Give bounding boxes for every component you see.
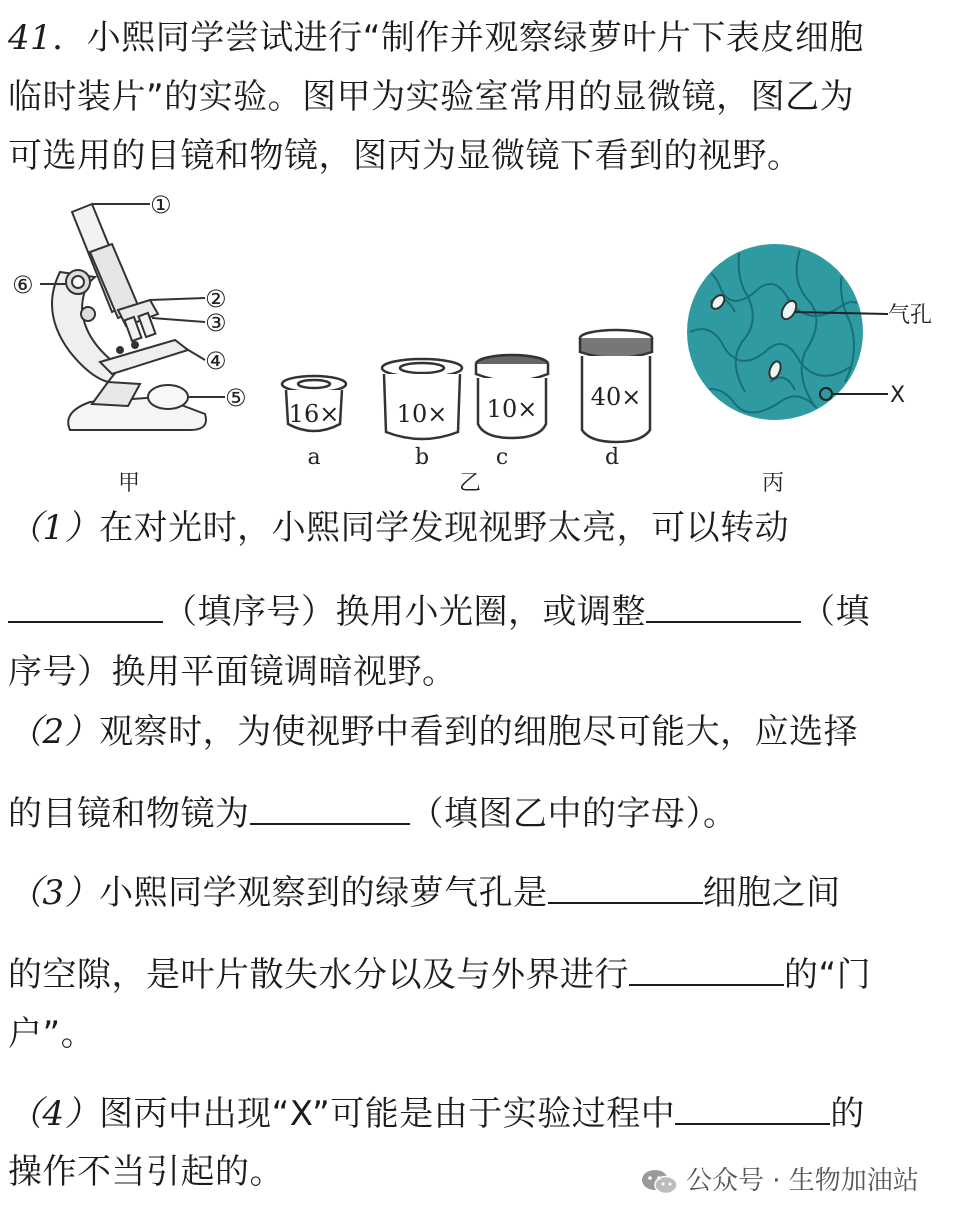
part-3-line-2: 的空隙，是叶片散失水分以及与外界进行 的“门 bbox=[8, 955, 872, 995]
field-of-view-figure bbox=[687, 244, 888, 420]
stoma-label: 气孔 bbox=[888, 303, 933, 328]
question-intro-line-3: 可选用的目镜和物镜，图丙为显微镜下看到的视野。 bbox=[8, 136, 802, 176]
lens-c-letter: c bbox=[495, 445, 509, 470]
label-6: ⑥ bbox=[12, 271, 34, 299]
wechat-icon bbox=[640, 1167, 680, 1197]
x-label: X bbox=[890, 383, 906, 408]
question-intro-line-2: 临时装片”的实验。图甲为实验室常用的显微镜，图乙为 bbox=[8, 77, 855, 117]
part-3-line-3: 户”。 bbox=[8, 1014, 96, 1054]
lens-a-mag: 16× bbox=[288, 400, 340, 428]
part-2-line-2: 的目镜和物镜为 （填图乙中的字母）。 bbox=[8, 794, 738, 834]
figure-panel bbox=[0, 192, 960, 512]
question-intro-line-1: 41．小熙同学尝试进行“制作并观察绿萝叶片下表皮细胞 bbox=[8, 18, 864, 58]
lens-d-letter: d bbox=[604, 445, 620, 470]
part-1-line-1: （1）在对光时，小熙同学发现视野太亮，可以转动 bbox=[8, 508, 790, 548]
answer-blank-1b[interactable] bbox=[646, 593, 801, 623]
part-4-line-2: 操作不当引起的。 bbox=[8, 1152, 284, 1192]
lens-a-letter: a bbox=[307, 445, 321, 470]
lens-d-mag: 40× bbox=[590, 383, 642, 411]
answer-blank-3b[interactable] bbox=[629, 956, 784, 986]
microscope-labels bbox=[12, 192, 247, 496]
part-4-line-1: （4）图丙中出现“X”可能是由于实验过程中 的 bbox=[8, 1094, 865, 1134]
label-3: ③ bbox=[205, 309, 227, 337]
caption-bing: 丙 bbox=[762, 471, 785, 496]
answer-blank-2[interactable] bbox=[250, 795, 410, 825]
label-1: ① bbox=[150, 192, 172, 219]
lens-c-mag: 10× bbox=[486, 395, 538, 423]
answer-blank-4[interactable] bbox=[675, 1095, 830, 1125]
answer-blank-3a[interactable] bbox=[548, 874, 703, 904]
lens-b-mag: 10× bbox=[396, 400, 448, 428]
label-4: ④ bbox=[205, 347, 227, 375]
microscope-figure bbox=[40, 204, 225, 430]
label-5: ⑤ bbox=[225, 384, 247, 412]
part-1-line-3: 序号）换用平面镜调暗视野。 bbox=[8, 652, 457, 692]
watermark bbox=[640, 1160, 919, 1197]
watermark-text: 公众号 · 生物加油站 bbox=[686, 1166, 919, 1196]
part-3-line-1: （3）小熙同学观察到的绿萝气孔是 细胞之间 bbox=[8, 873, 841, 913]
caption-jia: 甲 bbox=[118, 471, 141, 496]
question-number: 41 bbox=[8, 18, 53, 58]
part-1-line-2: （填序号）换用小光圈，或调整 （填 bbox=[8, 592, 870, 632]
label-2: ② bbox=[205, 285, 227, 313]
lens-b-letter: b bbox=[414, 445, 430, 470]
caption-yi: 乙 bbox=[458, 471, 482, 496]
answer-blank-1a[interactable] bbox=[8, 593, 163, 623]
part-2-line-1: （2）观察时，为使视野中看到的细胞尽可能大，应选择 bbox=[8, 712, 859, 752]
